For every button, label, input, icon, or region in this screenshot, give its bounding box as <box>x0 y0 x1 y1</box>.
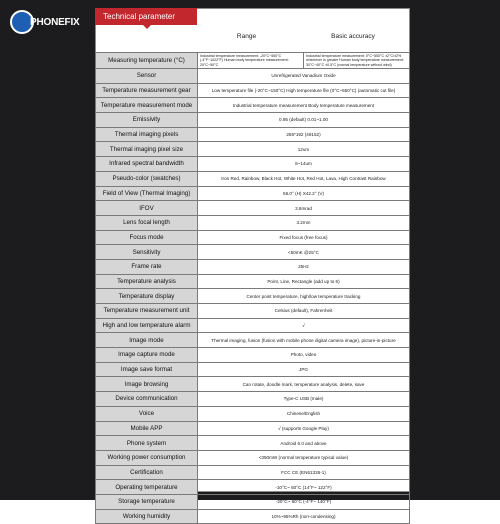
table-row <box>96 406 410 421</box>
spec-value: 256*192 (49152) <box>198 127 410 142</box>
table-row <box>96 377 410 392</box>
spec-value: Android 6.0 and above <box>198 436 410 451</box>
spec-label: High and low temperature alarm <box>96 318 198 333</box>
spec-value: <350mW (normal temperature typical value) <box>198 450 410 465</box>
spec-label: Temperature measurement gear <box>96 83 198 98</box>
spec-label: Temperature display <box>96 289 198 304</box>
spec-value: √ <box>198 318 410 333</box>
spec-label: Device communication <box>96 392 198 407</box>
spec-label: Working humidity <box>96 509 198 524</box>
spec-value: 8~14um <box>198 157 410 172</box>
table-row <box>96 127 410 142</box>
spec-label: Sensitivity <box>96 245 198 260</box>
spec-value: 3.2mm <box>198 215 410 230</box>
column-header-accuracy: Basic accuracy <box>331 33 375 40</box>
spec-value: 3.8mrad <box>198 201 410 216</box>
spec-value: Iron Red, Rainbow, Black Hot, White Hot, Red Hot, Lava, High Contrast Rainbow <box>198 171 410 186</box>
table-row <box>96 245 410 260</box>
spec-label: Thermal imaging pixel size <box>96 142 198 157</box>
table-row <box>96 201 410 216</box>
table-row <box>96 186 410 201</box>
spec-value: Center point temperature, high/low temperature tracking <box>198 289 410 304</box>
table-row <box>96 142 410 157</box>
spec-value: Celsius (default), Fahrenheit <box>198 304 410 319</box>
spec-value: Type-C USB (male) <box>198 392 410 407</box>
spec-label: Image mode <box>96 333 198 348</box>
spec-label: Emissivity <box>96 113 198 128</box>
table-row <box>96 304 410 319</box>
table-row <box>96 113 410 128</box>
spec-label: Temperature analysis <box>96 274 198 289</box>
column-header-range: Range <box>236 33 257 40</box>
spec-value: Photo, video <box>198 348 410 363</box>
spec-value: <50mK @25°C <box>198 245 410 260</box>
spec-value: Unrefrigerated Vanadium Oxide <box>198 69 410 84</box>
spec-label: Measuring temperature (°C) <box>96 53 198 69</box>
tab-pointer-icon <box>143 25 151 29</box>
spec-label: Field of View (Thermal Imaging) <box>96 186 198 201</box>
spec-label: Temperature measurement mode <box>96 98 198 113</box>
spec-value: Low temperature file (-20°C~150°C) High temperature file (0°C~550°C) (automatic cut file) <box>198 83 410 98</box>
table-row <box>96 348 410 363</box>
table-row <box>96 333 410 348</box>
spec-value: -20°C~ 60°C (-4°F~ 140°F) <box>198 494 410 509</box>
spec-table <box>95 52 410 524</box>
table-row <box>96 83 410 98</box>
spec-label: Pseudo-color (swatches) <box>96 171 198 186</box>
spec-label: Phone system <box>96 436 198 451</box>
table-row <box>96 392 410 407</box>
table-row <box>96 362 410 377</box>
spec-label: Storage temperature <box>96 494 198 509</box>
spec-label: Frame rate <box>96 259 198 274</box>
spec-value: Industrial temperature measurement Body temperature measurement <box>198 98 410 113</box>
table-row <box>96 157 410 172</box>
table-row <box>96 450 410 465</box>
table-row <box>96 480 410 495</box>
spec-value: √ (supports Google Play) <box>198 421 410 436</box>
spec-label: Certification <box>96 465 198 480</box>
table-row <box>96 274 410 289</box>
spec-label: Focus mode <box>96 230 198 245</box>
spec-label: Image save format <box>96 362 198 377</box>
spec-value: Point, Line, Rectangle (add up to 6) <box>198 274 410 289</box>
section-title: Technical parameter <box>103 12 176 21</box>
spec-label: Infrared spectral bandwidth <box>96 157 198 172</box>
table-row <box>96 53 410 69</box>
spec-value: 56.0° (H) X42.2° (V) <box>198 186 410 201</box>
spec-range-value: Industrial temperature measurement: -20°C~550°C (-4°F~1022°F) Human body temperature measurement: 20°C~50°C <box>198 53 304 69</box>
spec-label: Mobile APP <box>96 421 198 436</box>
spec-value: JPG <box>198 362 410 377</box>
table-row <box>96 215 410 230</box>
spec-label: Operating temperature <box>96 480 198 495</box>
brand-logo <box>8 8 102 36</box>
table-row <box>96 289 410 304</box>
spec-value: Can rotate, doodle mark, temperature analysis, delete, save <box>198 377 410 392</box>
spec-label: Image capture mode <box>96 348 198 363</box>
logo-text: PHONEFIX <box>30 17 80 28</box>
table-row <box>96 421 410 436</box>
table-row <box>96 509 410 524</box>
spec-value: Thermal imaging, fusion (fusion with mobile phone digital camera image), picture-in-picture <box>198 333 410 348</box>
section-title-tab <box>95 8 197 25</box>
spec-value: 0.95 (default) 0.01~1.00 <box>198 113 410 128</box>
spec-label: IFOV <box>96 201 198 216</box>
table-row <box>96 230 410 245</box>
spec-label: Temperature measurement unit <box>96 304 198 319</box>
spec-label: Sensor <box>96 69 198 84</box>
spec-label: Thermal imaging pixels <box>96 127 198 142</box>
spec-value: 12um <box>198 142 410 157</box>
spec-label: Voice <box>96 406 198 421</box>
spec-label: Working power consumption <box>96 450 198 465</box>
spec-value: 25Hz <box>198 259 410 274</box>
table-row <box>96 171 410 186</box>
spec-accuracy-value: Industrial temperature measurement: 0°C~550°C ±2°C/±2% whichever is greater Human body temperature measurement: 30°C~40°C ±0.5°C (normal temperature without wind) <box>304 53 410 69</box>
spec-label: Lens focal length <box>96 215 198 230</box>
table-row <box>96 259 410 274</box>
table-row <box>96 465 410 480</box>
spec-value: 10%~95%Rh (non-condensing) <box>198 509 410 524</box>
spec-label: Image browsing <box>96 377 198 392</box>
spec-value: -10°C~ 50°C (14°F~ 122°F) <box>198 480 410 495</box>
spec-value: FCC CE (EN61326-1) <box>198 465 410 480</box>
spec-table-body <box>96 53 410 524</box>
table-row <box>96 69 410 84</box>
spec-value: Fixed focus (free focus) <box>198 230 410 245</box>
table-row <box>96 494 410 509</box>
spec-value: Chinese/English <box>198 406 410 421</box>
table-row <box>96 436 410 451</box>
table-row <box>96 318 410 333</box>
table-row <box>96 98 410 113</box>
